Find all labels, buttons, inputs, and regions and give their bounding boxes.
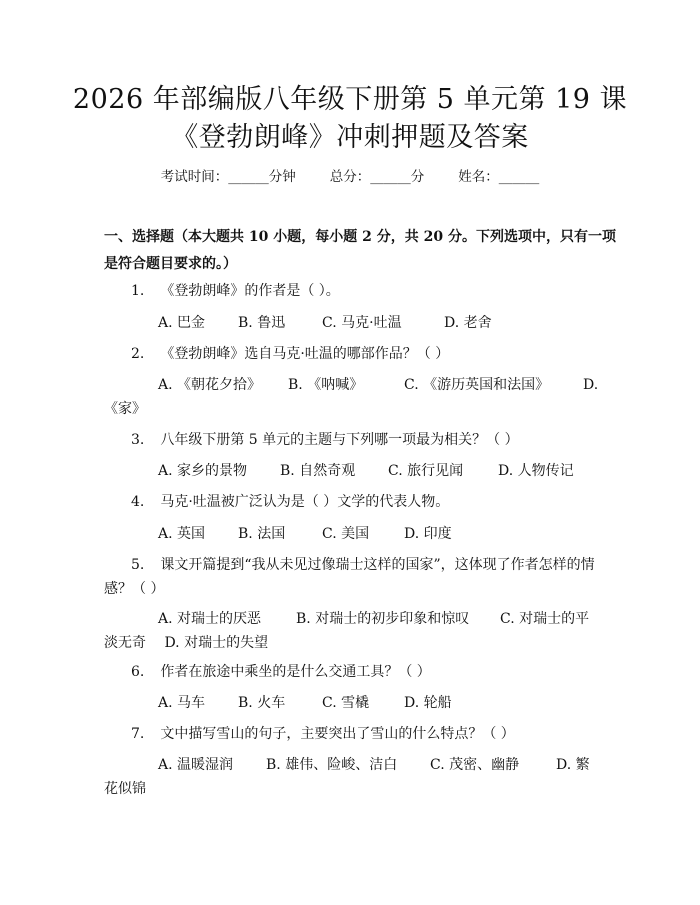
option-d: D. 人物传记 — [498, 463, 574, 479]
option-a: A. 英国 — [158, 526, 206, 542]
question-7 — [104, 722, 600, 746]
question-number: 7. — [131, 726, 145, 742]
question-number: 4. — [131, 494, 145, 510]
option-c: C. 《游历英国和法国》 — [404, 377, 550, 393]
section-heading-line1: 一、选择题（本大题共 10 小题，每小题 2 分，共 20 分。下列选项中，只有一项 — [104, 229, 616, 245]
options-5 — [104, 607, 600, 655]
option-b: B. 法国 — [238, 526, 286, 542]
option-a: A. 温暖湿润 — [158, 757, 234, 773]
option-d-wrap: 《家》 — [104, 401, 146, 417]
question-1 — [104, 279, 600, 303]
exam-meta — [0, 167, 700, 187]
option-c: C. 美国 — [322, 526, 370, 542]
option-b: B. 火车 — [238, 695, 286, 711]
option-c: C. 旅行见闻 — [388, 463, 464, 479]
option-a: A. 对瑞士的厌恶 — [158, 611, 262, 627]
option-b: B. 鲁迅 — [238, 315, 286, 331]
doc-title-line1: 2026 年部编版八年级下册第 5 单元第 19 课 — [72, 84, 628, 115]
option-c: C. 雪橇 — [322, 695, 370, 711]
question-number: 3. — [131, 432, 145, 448]
option-d: D. — [583, 377, 599, 393]
question-3 — [104, 428, 600, 452]
question-5 — [104, 553, 600, 601]
option-d: D. 老舍 — [444, 315, 492, 331]
options-7 — [104, 753, 600, 801]
exam-time: 考试时间：______分钟 — [160, 169, 296, 185]
option-b: B. 《呐喊》 — [288, 377, 364, 393]
question-text: 作者在旅途中乘坐的是什么交通工具？（ ） — [160, 664, 431, 680]
option-a: A. 家乡的景物 — [158, 463, 248, 479]
section-heading — [104, 226, 616, 275]
exam-score: 总分：______分 — [329, 169, 425, 185]
question-text-line2: 感？（ ） — [104, 581, 165, 597]
option-b: B. 雄伟、险峻、洁白 — [266, 757, 398, 773]
option-a: A. 马车 — [158, 695, 206, 711]
options-2 — [104, 373, 600, 421]
option-b: B. 自然奇观 — [280, 463, 356, 479]
option-d-wrap: 花似锦 — [104, 781, 146, 797]
question-number: 5. — [131, 557, 145, 573]
option-a: A. 巴金 — [158, 315, 206, 331]
question-text: 《登勃朗峰》的作者是（ ）。 — [160, 283, 340, 299]
option-b: B. 对瑞士的初步印象和惊叹 — [296, 611, 470, 627]
question-number: 1. — [131, 283, 145, 299]
question-number: 2. — [131, 346, 145, 362]
question-2 — [104, 342, 600, 366]
exam-name: 姓名：______ — [458, 169, 540, 185]
question-text-line1: 课文开篇提到“我从未见过像瑞士这样的国家”，这体现了作者怎样的情 — [160, 557, 595, 573]
option-a: A. 《朝花夕拾》 — [158, 377, 262, 393]
option-c: C. 对瑞士的平 — [500, 611, 590, 627]
question-text: 八年级下册第 5 单元的主题与下列哪一项最为相关？（ ） — [160, 432, 519, 448]
question-4 — [104, 490, 600, 514]
question-text: 《登勃朗峰》选自马克·吐温的哪部作品？（ ） — [160, 346, 450, 362]
doc-title-line2: 《登勃朗峰》冲刺押题及答案 — [171, 122, 529, 153]
option-c: C. 茂密、幽静 — [430, 757, 520, 773]
question-6 — [104, 660, 600, 684]
option-d: D. 繁 — [556, 757, 590, 773]
options-line2: 淡无奇 D. 对瑞士的失望 — [104, 635, 269, 651]
section-heading-line2: 是符合题目要求的。） — [104, 256, 237, 272]
question-text: 文中描写雪山的句子，主要突出了雪山的什么特点？（ ） — [160, 726, 515, 742]
option-c: C. 马克·吐温 — [322, 315, 402, 331]
option-d: D. 印度 — [404, 526, 452, 542]
option-d: D. 轮船 — [404, 695, 452, 711]
question-text: 马克·吐温被广泛认为是（ ）文学的代表人物。 — [160, 494, 450, 510]
question-number: 6. — [131, 664, 145, 680]
